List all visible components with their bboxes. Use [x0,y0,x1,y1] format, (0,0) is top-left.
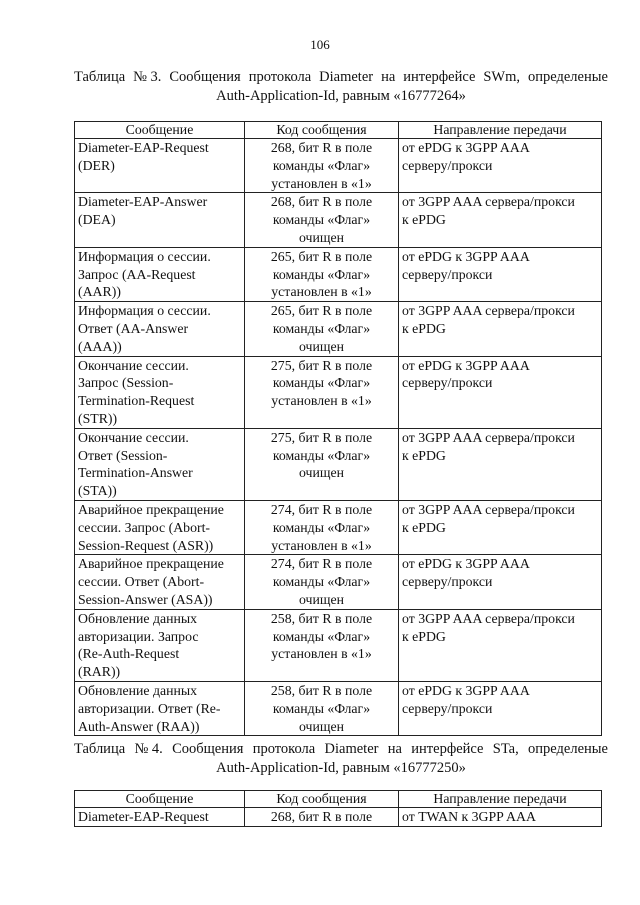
message-cell [75,808,245,827]
direction-line: от ePDG к 3GPP AAA [402,357,530,373]
message-line: Аварийное прекращение [78,501,224,517]
direction-cell [399,609,602,681]
caption-word: на [381,69,396,85]
table-row [75,555,602,609]
table-row [75,428,602,500]
direction-line: к ePDG [402,212,446,228]
table4-caption-line2: Auth-Application-Id, равным «16777250» [216,760,466,776]
message-line: (RAR)) [78,664,121,680]
message-cell [75,139,245,193]
direction-cell [399,808,602,827]
direction-line: к ePDG [402,447,446,463]
message-line: Ответ (AA-Answer [78,320,189,336]
code-line: установлен в «1» [271,646,372,662]
code-line: 265, бит R в поле [270,248,373,264]
table3-header-code: Код сообщения [245,122,399,139]
direction-line: серверу/прокси [402,375,493,391]
message-line: сессии. Ответ (Abort- [78,574,205,590]
table3-caption [74,68,608,106]
message-cell [75,428,245,500]
code-line: установлен в «1» [271,393,372,409]
message-cell [75,555,245,609]
caption-word: № 4. [134,741,163,757]
code-line: команды «Флаг» [272,375,371,391]
table-row [75,193,602,247]
message-line: Запрос (Session- [78,375,174,391]
direction-line: серверу/прокси [402,157,493,173]
direction-cell [399,500,602,554]
caption-word: STa, [492,741,519,757]
code-line: команды «Флаг» [272,628,371,644]
message-cell [75,302,245,356]
table3-caption-line1 [74,68,608,87]
table3 [74,121,602,736]
code-cell [245,302,399,356]
message-line: Обновление данных [78,682,198,698]
table-row [75,808,602,827]
caption-word: интерфейсе [411,741,484,757]
code-cell [245,356,399,428]
direction-line: серверу/прокси [402,700,493,716]
code-line: команды «Флаг» [272,157,371,173]
message-line: Session-Request (ASR)) [78,537,214,553]
direction-line: серверу/прокси [402,266,493,282]
caption-word: SWm, [483,69,521,85]
code-line: установлен в «1» [271,284,372,300]
code-cell [245,808,399,827]
message-cell [75,356,245,428]
code-cell [245,555,399,609]
direction-line: к ePDG [402,519,446,535]
code-line: команды «Флаг» [272,574,371,590]
direction-line: от ePDG к 3GPP AAA [402,556,530,572]
direction-line: от ePDG к 3GPP AAA [402,140,530,155]
message-line: (DER) [78,157,115,173]
page-number: 106 [310,37,330,52]
message-line: Diameter-EAP-Answer [78,194,208,210]
direction-line: от 3GPP AAA сервера/прокси [402,303,575,319]
table4-header-code: Код сообщения [245,791,399,808]
table-row [75,302,602,356]
message-line: Diameter-EAP-Request [78,809,209,824]
direction-cell [399,139,602,193]
message-line: Запрос (AA-Request [78,266,196,282]
message-line: Информация о сессии. [78,303,211,319]
code-cell [245,247,399,301]
direction-line: от TWAN к 3GPP AAA [402,809,536,824]
table4-caption-line1 [74,740,608,759]
message-line: (AAR)) [78,284,121,300]
direction-cell [399,681,602,735]
direction-line: к ePDG [402,628,446,644]
direction-cell [399,555,602,609]
code-line: 274, бит R в поле [270,501,373,517]
direction-line: от 3GPP AAA сервера/прокси [402,610,575,626]
table-row [75,356,602,428]
direction-cell [399,302,602,356]
message-line: Информация о сессии. [78,248,211,264]
message-cell [75,500,245,554]
code-line: установлен в «1» [271,175,372,191]
direction-line: к ePDG [402,320,446,336]
message-line: Окончание сессии. [78,357,189,373]
code-line: 275, бит R в поле [270,357,373,373]
table4-header-message: Сообщение [75,791,245,808]
code-line: 268, бит R в поле [270,140,373,155]
table4-caption [74,740,608,778]
direction-cell [399,428,602,500]
code-cell [245,609,399,681]
code-line: очищен [299,591,344,607]
direction-line: от 3GPP AAA сервера/прокси [402,501,575,517]
message-line: Termination-Request [78,393,195,409]
code-line: 268, бит R в поле [270,194,373,210]
code-line: команды «Флаг» [272,447,371,463]
code-line: установлен в «1» [271,537,372,553]
code-line: 268, бит R в поле [270,809,373,824]
code-cell [245,193,399,247]
message-line: Обновление данных [78,610,198,626]
message-line: Diameter-EAP-Request [78,140,209,155]
code-cell [245,500,399,554]
code-line: 275, бит R в поле [270,429,373,445]
message-line: Окончание сессии. [78,429,189,445]
code-cell [245,681,399,735]
direction-line: серверу/прокси [402,574,493,590]
caption-word: № 3. [133,69,162,85]
message-cell [75,609,245,681]
table3-header-direction: Направление передачи [399,122,602,139]
direction-line: от 3GPP AAA сервера/прокси [402,429,575,445]
caption-word: Diameter [319,69,374,85]
table3-caption-line2: Auth-Application-Id, равным «16777264» [216,88,466,104]
message-line: (STA)) [78,483,117,499]
code-line: 274, бит R в поле [270,556,373,572]
table3-header-message: Сообщение [75,122,245,139]
message-line: авторизации. Запрос [78,628,199,644]
table3-header-row [75,122,602,139]
table4 [74,790,602,827]
caption-word: протокола [248,69,312,85]
message-line: сессии. Запрос (Abort- [78,519,211,535]
code-line: 258, бит R в поле [270,610,373,626]
table4-header-direction: Направление передачи [399,791,602,808]
code-line: команды «Флаг» [272,212,371,228]
message-line: (DEA) [78,212,116,228]
table-row [75,500,602,554]
code-line: команды «Флаг» [272,266,371,282]
direction-line: от ePDG к 3GPP AAA [402,248,530,264]
table-row [75,247,602,301]
message-line: (STR)) [78,410,118,426]
table-row [75,139,602,193]
caption-word: определеные [527,69,608,85]
table-row [75,681,602,735]
code-line: очищен [299,229,344,245]
message-line: авторизации. Ответ (Re- [78,700,221,716]
code-line: 258, бит R в поле [270,682,373,698]
code-line: очищен [299,338,344,354]
table4-header-row [75,791,602,808]
message-line: Session-Answer (ASA)) [78,591,213,607]
message-line: Аварийное прекращение [78,556,224,572]
message-cell [75,193,245,247]
caption-word: на [387,741,402,757]
message-line: Auth-Answer (RAA)) [78,718,200,734]
caption-word: Таблица [74,69,126,85]
direction-line: от 3GPP AAA сервера/прокси [402,194,575,210]
message-line: (Re-Auth-Request [78,646,180,662]
code-line: команды «Флаг» [272,519,371,535]
message-line: Ответ (Session- [78,447,168,463]
code-line: 265, бит R в поле [270,303,373,319]
message-line: Termination-Answer [78,465,193,481]
direction-cell [399,193,602,247]
caption-word: Сообщения [172,741,244,757]
direction-cell [399,247,602,301]
caption-word: протокола [252,741,316,757]
message-cell [75,247,245,301]
message-line: (AAA)) [78,338,122,354]
caption-word: Таблица [74,741,126,757]
caption-word: Сообщения [169,69,241,85]
caption-word: определеные [528,741,608,757]
code-cell [245,428,399,500]
code-line: очищен [299,718,344,734]
caption-word: интерфейсе [403,69,476,85]
direction-cell [399,356,602,428]
code-line: команды «Флаг» [272,700,371,716]
message-cell [75,681,245,735]
code-cell [245,139,399,193]
table-row [75,609,602,681]
code-line: очищен [299,465,344,481]
direction-line: от ePDG к 3GPP AAA [402,682,530,698]
code-line: команды «Флаг» [272,320,371,336]
caption-word: Diameter [324,741,379,757]
